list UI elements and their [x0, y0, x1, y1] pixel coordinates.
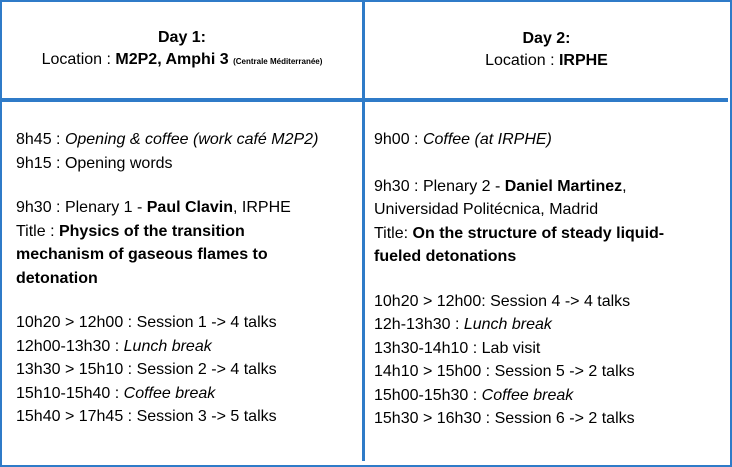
- item-time: 14h10 > 15h00 :: [374, 363, 495, 380]
- item-time: 15h00-15h30 :: [374, 386, 482, 404]
- item-text: Lab visit: [481, 339, 541, 357]
- schedule-item: [16, 152, 362, 176]
- item-text: Plenary 2 -: [422, 177, 505, 195]
- plenary-title: [16, 220, 316, 291]
- schedule-item: [374, 337, 728, 361]
- item-time: 10h20 > 12h00:: [374, 292, 491, 310]
- item-text: Opening & coffee (work café M2P2): [64, 131, 319, 148]
- title-text: Physics of the transition mechanism of gaseous flames to detonation: [16, 222, 268, 287]
- item-time: 9h00 :: [374, 131, 423, 148]
- schedule-item: [374, 407, 728, 431]
- day1-location-note: (Centrale Méditerranée): [233, 57, 323, 66]
- item-text: Coffee (at IRPHE): [422, 131, 552, 148]
- item-text: Lunch break: [123, 337, 212, 355]
- item-time: 12h-13h30 :: [374, 316, 464, 333]
- plenary-affiliation: , Universidad Politécnica, Madrid: [374, 177, 627, 218]
- schedule-item: [16, 405, 362, 429]
- title-label: Title :: [16, 222, 59, 240]
- plenary-speaker: Daniel Martinez: [504, 177, 623, 195]
- item-text: Session 4 -> 4 talks: [490, 292, 631, 310]
- schedule-item: [374, 128, 728, 152]
- schedule-item: [16, 128, 362, 152]
- item-text: Session 3 -> 5 talks: [136, 408, 277, 425]
- plenary-item: [374, 175, 704, 222]
- item-time: 13h30-14h10 :: [374, 339, 482, 357]
- item-time: 9h30 :: [16, 199, 65, 216]
- day2-location-label: Location :: [485, 52, 559, 69]
- item-time: 15h30 > 16h30 :: [374, 410, 495, 427]
- day1-title: Day 1:: [157, 29, 207, 46]
- plenary-affiliation: , IRPHE: [233, 199, 291, 216]
- item-time: 10h20 > 12h00 :: [16, 314, 137, 331]
- item-text: Opening words: [64, 154, 173, 172]
- schedule-item: [374, 360, 728, 384]
- item-text: Plenary 1 -: [64, 199, 147, 216]
- plenary-item: [16, 196, 362, 220]
- schedule-item: [374, 313, 728, 337]
- day1-location-label: Location :: [41, 51, 116, 68]
- schedule-item: [374, 290, 728, 314]
- item-time: 15h10-15h40 :: [16, 384, 124, 402]
- day2-location: [485, 50, 608, 72]
- item-time: 13h30 > 15h10 :: [16, 361, 137, 378]
- schedule-item: [16, 382, 362, 406]
- item-time: 12h00-13h30 :: [16, 337, 124, 355]
- item-time: 15h40 > 17h45 :: [16, 408, 137, 425]
- item-text: Session 2 -> 4 talks: [136, 361, 277, 378]
- day2-schedule: [365, 102, 728, 461]
- schedule-item: [16, 311, 362, 335]
- item-time: 9h30 :: [374, 177, 423, 195]
- plenary-title: [374, 222, 674, 269]
- day1-header: [2, 2, 365, 102]
- plenary-speaker: Paul Clavin: [146, 199, 233, 216]
- item-text: Coffee break: [123, 384, 216, 402]
- day2-title: Day 2:: [522, 30, 571, 47]
- schedule-item: [374, 384, 728, 408]
- item-text: Session 5 -> 2 talks: [494, 363, 635, 380]
- day1-schedule: [2, 102, 365, 461]
- item-text: Lunch break: [463, 316, 552, 333]
- item-time: 9h15 :: [16, 154, 65, 172]
- title-text: On the structure of steady liquid-fueled detonations: [374, 224, 665, 265]
- schedule-item: [16, 358, 362, 382]
- day1-location: [42, 49, 323, 73]
- schedule-item: [16, 335, 362, 359]
- day2-location-name: IRPHE: [558, 52, 608, 69]
- item-time: 8h45 :: [16, 131, 65, 148]
- day2-header: [365, 2, 728, 102]
- item-text: Session 1 -> 4 talks: [136, 314, 277, 331]
- title-label: Title:: [374, 224, 413, 242]
- day1-location-name: M2P2, Amphi 3: [115, 51, 229, 68]
- item-text: Coffee break: [481, 386, 574, 404]
- item-text: Session 6 -> 2 talks: [494, 410, 635, 427]
